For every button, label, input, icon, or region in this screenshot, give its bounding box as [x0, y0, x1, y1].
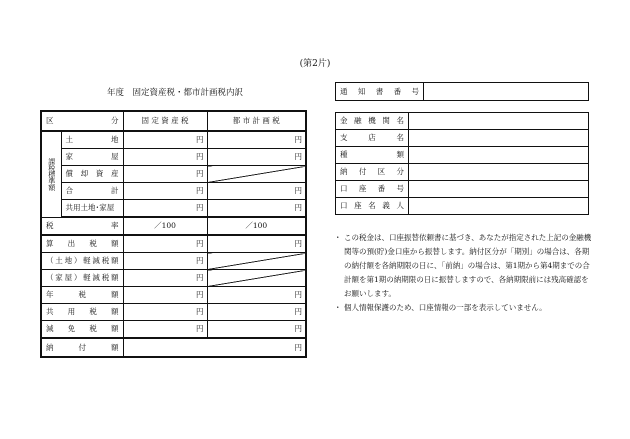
row-label-depreciable: 償 却 資 産: [61, 166, 123, 183]
row-land: [41, 131, 306, 149]
bank-value-account-type: [409, 147, 589, 164]
row-label-payment: 納 付 額: [41, 338, 123, 357]
bank-value-financial-institution: [409, 113, 589, 130]
subtotal-fixed-value: 円: [123, 183, 207, 200]
exemption-city-value: 円: [207, 321, 306, 339]
row-annual-tax: [41, 287, 306, 304]
house-reduction-city-diagonal: [207, 270, 306, 287]
bank-label-account-type: 種 類: [336, 147, 409, 164]
land-fixed-value: 円: [123, 131, 207, 149]
row-label-computed: 算 出 税 額: [41, 235, 123, 253]
subtotal-city-value: 円: [207, 183, 306, 200]
header-city-planning-tax: 都 市 計 画 税: [207, 111, 306, 131]
header-fixed-asset-tax: 固 定 資 産 税: [123, 111, 207, 131]
notice-number-label: 通 知 書 番 号: [336, 83, 424, 101]
note-text-privacy: 個人情報保護のため、口座情報の一部を表示していません。: [344, 303, 547, 312]
row-house-reduction: [41, 270, 306, 287]
row-label-shared: 共用土地･家屋: [61, 200, 123, 218]
group-label-tax-base: 課税標準額: [41, 131, 61, 217]
bank-row: [336, 198, 589, 215]
house-reduction-fixed-value: 円: [123, 270, 207, 287]
row-exemption: [41, 321, 306, 339]
shared-city-value: 円: [207, 200, 306, 218]
computed-city-value: 円: [207, 235, 306, 253]
row-shared-tax: [41, 304, 306, 321]
note-text-transfer: この税金は、口座振替依頼書に基づき、あなたが指定された上記の金融機関等の預(貯)金口座から振替します。納付区分が「期別」の場合は、各期の納付額を各納期限の日に、「前納」の場合は、第1期から第4期までの合計額を第1期の納期限の日に振替しますので、各納期限前には残高確認をお願いします。: [344, 233, 592, 298]
notes-list: [334, 231, 592, 315]
rate-city-value: ／100: [207, 217, 306, 235]
row-label-house: 家 屋: [61, 149, 123, 166]
notice-number-value: [424, 83, 589, 101]
row-payment-amount: [41, 338, 306, 357]
shared-tax-fixed-value: 円: [123, 304, 207, 321]
bank-row: [336, 130, 589, 147]
row-shared-land-house: [41, 200, 306, 218]
annual-fixed-value: 円: [123, 287, 207, 304]
row-label-exemption: 減 免 税 額: [41, 321, 123, 339]
note-item: [334, 301, 592, 315]
row-label-land-reduction: （土地）軽減税額: [41, 253, 123, 270]
bank-account-table: [335, 112, 589, 215]
land-reduction-city-diagonal: [207, 253, 306, 270]
notice-number-table: [335, 82, 589, 101]
bank-row: [336, 113, 589, 130]
row-subtotal: [41, 183, 306, 200]
notice-number-row: [336, 83, 589, 101]
bank-value-account-holder: [409, 198, 589, 215]
row-label-land: 土 地: [61, 131, 123, 149]
bank-label-financial-institution: 金 融 機 関 名: [336, 113, 409, 130]
shared-tax-city-value: 円: [207, 304, 306, 321]
payment-total-value: 円: [123, 338, 306, 357]
depreciable-city-diagonal: [207, 166, 306, 183]
row-land-reduction: [41, 253, 306, 270]
computed-fixed-value: 円: [123, 235, 207, 253]
bank-value-branch: [409, 130, 589, 147]
bank-row: [336, 147, 589, 164]
header-kubun: 区 分: [41, 111, 123, 131]
bank-label-account-number: 口 座 番 号: [336, 181, 409, 198]
row-label-annual: 年 税 額: [41, 287, 123, 304]
bullet-mark: ・: [334, 233, 342, 242]
row-label-subtotal: 合 計: [61, 183, 123, 200]
row-depreciable-assets: [41, 166, 306, 183]
land-reduction-fixed-value: 円: [123, 253, 207, 270]
page-label: (第2片): [299, 59, 331, 69]
bank-row: [336, 181, 589, 198]
house-fixed-value: 円: [123, 149, 207, 166]
bank-label-branch: 支 店 名: [336, 130, 409, 147]
house-city-value: 円: [207, 149, 306, 166]
depreciable-fixed-value: 円: [123, 166, 207, 183]
table-header-row: [41, 111, 306, 131]
row-label-house-reduction: （家屋）軽減税額: [41, 270, 123, 287]
rate-fixed-value: ／100: [123, 217, 207, 235]
row-tax-rate: [41, 217, 306, 235]
row-house: [41, 149, 306, 166]
bullet-mark: ・: [334, 303, 342, 312]
tax-breakdown-title: 年度 固定資産税・都市計画税内訳: [106, 88, 243, 98]
bank-row: [336, 164, 589, 181]
note-item: [334, 231, 592, 301]
row-label-rate: 税 率: [41, 217, 123, 235]
annual-city-value: 円: [207, 287, 306, 304]
land-city-value: 円: [207, 131, 306, 149]
shared-fixed-value: 円: [123, 200, 207, 218]
bank-label-account-holder: 口 座 名 義 人: [336, 198, 409, 215]
bank-value-payment-category: [409, 164, 589, 181]
bank-label-payment-category: 納 付 区 分: [336, 164, 409, 181]
bank-value-account-number: [409, 181, 589, 198]
exemption-fixed-value: 円: [123, 321, 207, 339]
row-label-shared-tax: 共 用 税 額: [41, 304, 123, 321]
tax-breakdown-table: [40, 110, 307, 358]
row-computed-tax: [41, 235, 306, 253]
